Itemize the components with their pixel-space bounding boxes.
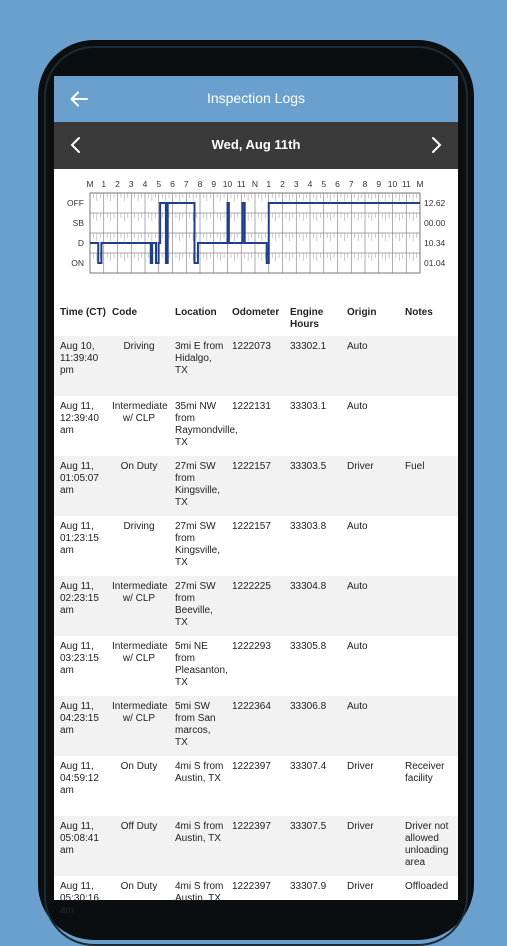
- cell-engine: 33307.9: [290, 881, 327, 892]
- cell-time: Aug 11, 01:05:07 am: [60, 461, 99, 496]
- cell-time: Aug 11, 04:59:12 am: [60, 761, 99, 796]
- status-total: 10.34: [424, 238, 446, 248]
- cell-origin: Driver: [347, 461, 374, 472]
- hour-label: N: [251, 179, 259, 189]
- cell-code: On Duty: [120, 461, 158, 472]
- status-label: ON: [71, 258, 84, 268]
- cell-location: 4mi S from Austin, TX: [175, 761, 224, 784]
- hour-label: 8: [362, 179, 368, 189]
- cell-code: On Duty: [120, 881, 158, 892]
- cell-time: Aug 10, 11:39:40 pm: [60, 341, 99, 376]
- table-row[interactable]: [54, 756, 458, 816]
- cell-time: Aug 11, 12:39:40 am: [60, 401, 99, 436]
- status-label: D: [77, 238, 84, 248]
- hour-label: 3: [128, 179, 134, 189]
- hour-label: 5: [321, 179, 327, 189]
- cell-origin: Driver: [347, 821, 374, 832]
- cell-location: 5mi NE from Pleasanton, TX: [175, 641, 228, 688]
- hour-label: 10: [222, 179, 233, 189]
- table-row[interactable]: [54, 576, 458, 636]
- cell-time: Aug 11, 05:30:16 am: [60, 881, 99, 916]
- hour-label: 10: [387, 179, 398, 189]
- hour-label: 7: [183, 179, 189, 189]
- hour-label: 2: [280, 179, 285, 189]
- cell-notes: Receiver facility: [405, 761, 445, 784]
- cell-odometer: 1222073: [232, 341, 271, 352]
- cell-odometer: 1222364: [232, 701, 271, 712]
- hour-label: M: [86, 179, 94, 189]
- hour-label: 3: [293, 179, 299, 189]
- cell-origin: Driver: [347, 761, 374, 772]
- cell-engine: 33307.5: [290, 821, 327, 832]
- cell-time: Aug 11, 03:23:15 am: [60, 641, 99, 676]
- hour-label: 11: [401, 179, 411, 189]
- table-row[interactable]: [54, 876, 458, 916]
- cell-notes: Offloaded: [405, 881, 449, 892]
- cell-time: Aug 11, 04:23:15 am: [60, 701, 99, 736]
- chevron-right-icon[interactable]: [426, 135, 446, 155]
- cell-odometer: 1222397: [232, 881, 271, 892]
- cell-origin: Auto: [347, 641, 368, 652]
- cell-engine: 33303.5: [290, 461, 327, 472]
- page-title: Inspection Logs: [206, 90, 306, 106]
- cell-odometer: 1222225: [232, 581, 271, 592]
- status-total: 00.00: [424, 218, 446, 228]
- table-row[interactable]: [54, 456, 458, 516]
- cell-code: Driving: [123, 521, 155, 532]
- cell-location: 4mi S from Austin, TX: [175, 881, 224, 904]
- current-date: Wed, Aug 11th: [211, 137, 301, 152]
- duty-status-graph: [54, 174, 458, 292]
- hour-label: 4: [307, 179, 313, 189]
- cell-location: 27mi SW from Kingsville, TX: [175, 521, 221, 568]
- hour-label: 5: [156, 179, 162, 189]
- column-header-engine: Engine Hours: [290, 307, 324, 330]
- cell-odometer: 1222397: [232, 761, 271, 772]
- cell-origin: Driver: [347, 881, 374, 892]
- hour-label: 6: [335, 179, 340, 189]
- event-log-table: [54, 302, 458, 916]
- cell-engine: 33305.8: [290, 641, 327, 652]
- table-row[interactable]: [54, 516, 458, 576]
- cell-engine: 33304.8: [290, 581, 327, 592]
- cell-odometer: 1222397: [232, 821, 271, 832]
- cell-time: Aug 11, 02:23:15 am: [60, 581, 99, 616]
- table-body: [54, 336, 458, 916]
- cell-code: On Duty: [120, 761, 158, 772]
- hour-label: 6: [170, 179, 175, 189]
- cell-engine: 33303.1: [290, 401, 327, 412]
- cell-location: 35mi NW from Raymondville, TX: [175, 401, 238, 448]
- hour-label: 1: [266, 179, 272, 189]
- cell-notes: Driver not allowed unloading area: [405, 821, 449, 868]
- cell-location: 3mi E from Hidalgo, TX: [175, 341, 224, 376]
- status-total: 12.62: [424, 198, 446, 208]
- cell-code: Off Duty: [120, 821, 158, 832]
- date-navigator: [54, 122, 458, 169]
- cell-origin: Auto: [347, 701, 368, 712]
- table-row[interactable]: [54, 696, 458, 756]
- column-header-time: Time (CT): [60, 307, 106, 318]
- column-header-notes: Notes: [405, 307, 433, 318]
- cell-odometer: 1222293: [232, 641, 271, 652]
- column-header-code: Code: [112, 307, 137, 318]
- cell-engine: 33303.8: [290, 521, 327, 532]
- hour-label: 2: [115, 179, 120, 189]
- hour-label: 11: [236, 179, 246, 189]
- cell-odometer: 1222131: [232, 401, 271, 412]
- cell-engine: 33302.1: [290, 341, 327, 352]
- cell-odometer: 1222157: [232, 461, 271, 472]
- cell-time: Aug 11, 05:08:41 am: [60, 821, 99, 856]
- cell-origin: Auto: [347, 341, 368, 352]
- hour-label: 8: [197, 179, 203, 189]
- cell-origin: Auto: [347, 521, 368, 532]
- cell-code: Intermediate w/ CLP: [112, 641, 168, 664]
- cell-code: Intermediate w/ CLP: [112, 701, 168, 724]
- status-label: OFF: [67, 198, 84, 208]
- column-header-origin: Origin: [347, 307, 377, 318]
- cell-code: Intermediate w/ CLP: [112, 581, 168, 604]
- table-row[interactable]: [54, 816, 458, 876]
- app-bar: [54, 76, 458, 122]
- hour-label: 7: [348, 179, 354, 189]
- column-header-odometer: Odometer: [232, 307, 280, 318]
- column-header-location: Location: [175, 307, 217, 318]
- app-screen: [54, 76, 458, 916]
- cell-location: 4mi S from Austin, TX: [175, 821, 224, 844]
- cell-engine: 33306.8: [290, 701, 327, 712]
- cell-time: Aug 11, 01:23:15 am: [60, 521, 99, 556]
- cell-notes: Fuel: [405, 461, 425, 472]
- hour-label: M: [416, 179, 424, 189]
- cell-odometer: 1222157: [232, 521, 271, 532]
- status-total: 01.04: [424, 258, 446, 268]
- cell-location: 27mi SW from Kingsville, TX: [175, 461, 221, 508]
- cell-engine: 33307.4: [290, 761, 327, 772]
- table-row[interactable]: [54, 336, 458, 396]
- cell-location: 5mi SW from San marcos, TX: [175, 701, 216, 748]
- status-label: SB: [72, 218, 84, 228]
- cell-location: 27mi SW from Beeville, TX: [175, 581, 216, 628]
- cell-code: Intermediate w/ CLP: [112, 401, 168, 424]
- hour-label: 4: [142, 179, 148, 189]
- cell-code: Driving: [123, 341, 155, 352]
- table-row[interactable]: [54, 636, 458, 696]
- cell-origin: Auto: [347, 581, 368, 592]
- hour-label: 9: [376, 179, 382, 189]
- hour-label: 9: [211, 179, 217, 189]
- cell-origin: Auto: [347, 401, 368, 412]
- table-row[interactable]: [54, 396, 458, 456]
- table-header: [54, 302, 458, 336]
- hour-label: 1: [101, 179, 107, 189]
